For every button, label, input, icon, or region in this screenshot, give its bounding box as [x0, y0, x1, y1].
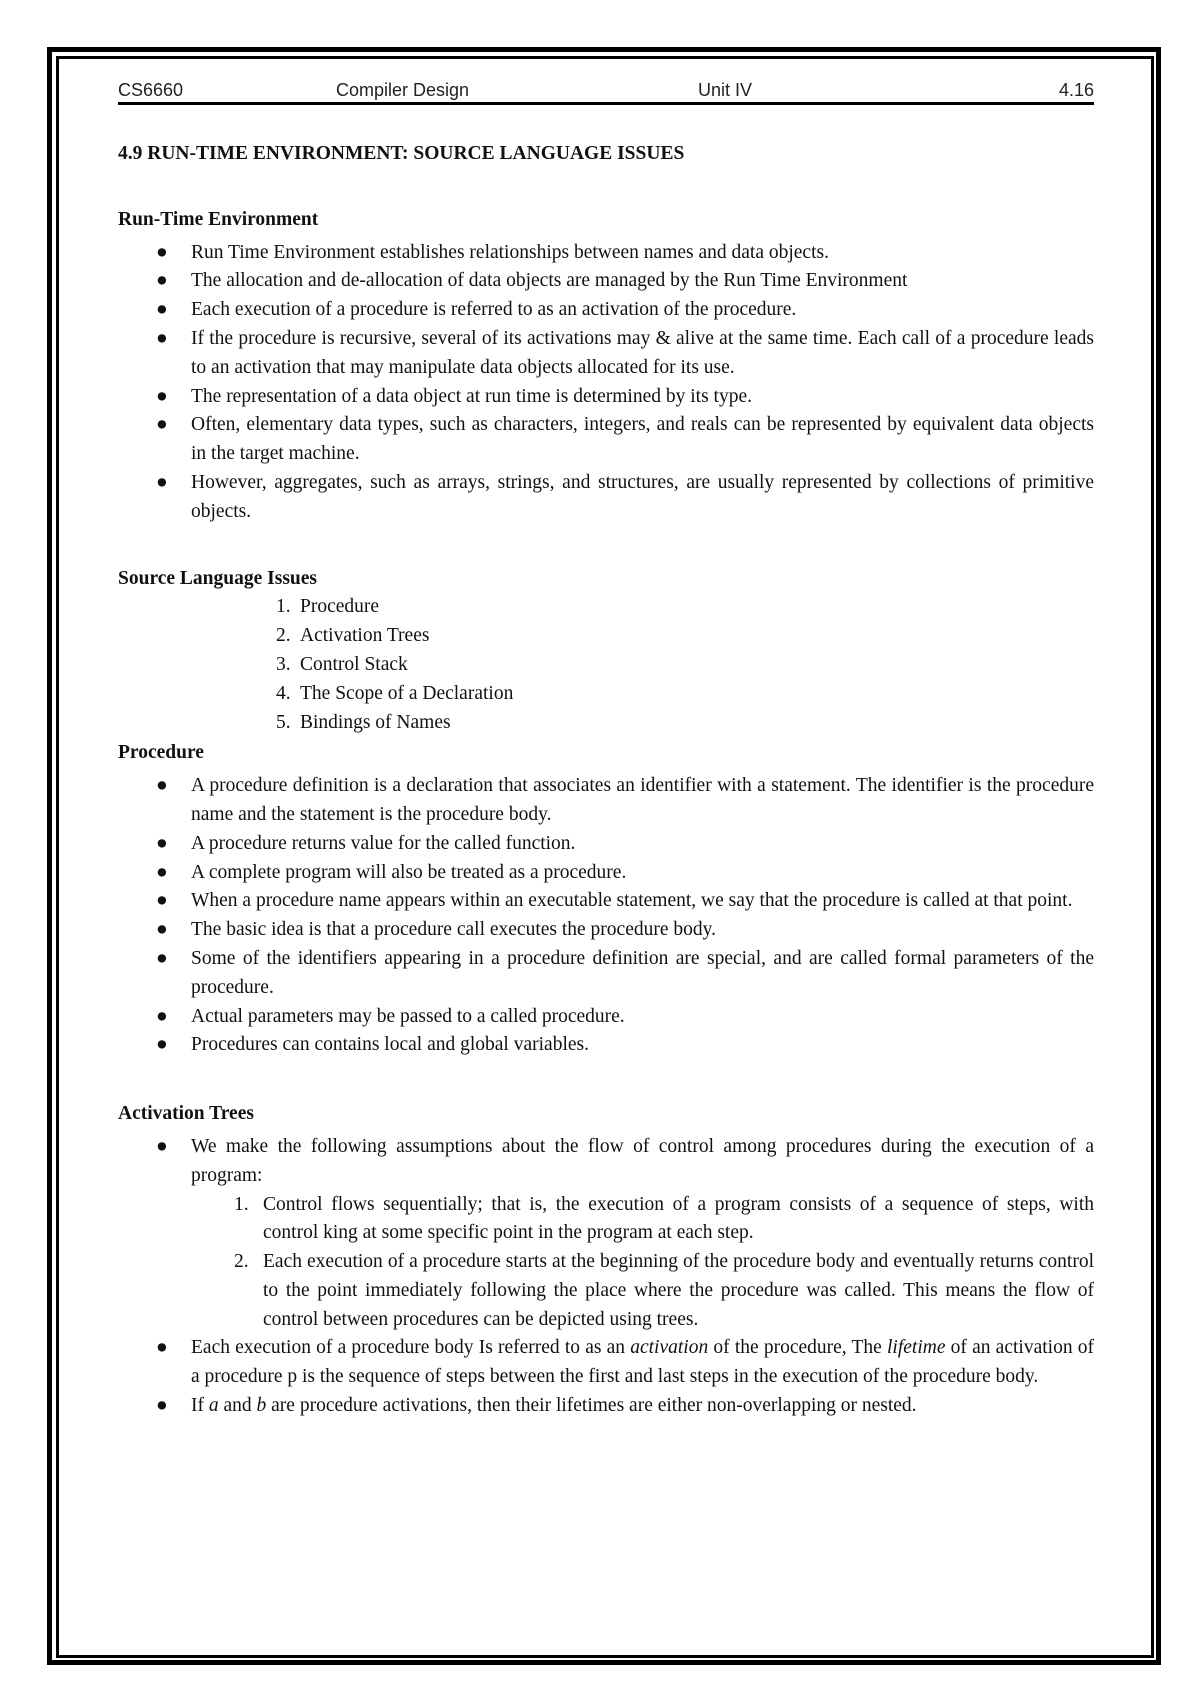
list-item: ● A procedure definition is a declaration that associates an identifier with a statement. The identifier is the procedure name and the statement is the procedure body.: [118, 772, 1094, 830]
activation-heading: Activation Trees: [118, 1103, 254, 1125]
bullet-icon: ●: [156, 1005, 168, 1027]
list-item: ● Often, elementary data types, such as characters, integers, and reals can be represented by equivalent data objects in the target machine.: [118, 411, 1094, 469]
list-item: 5. Bindings of Names: [276, 711, 451, 733]
bullet-icon: ●: [156, 270, 168, 292]
bullet-icon: ●: [156, 947, 168, 969]
bullet-icon: ●: [156, 385, 168, 407]
list-item: ● A procedure returns value for the called function.: [118, 830, 1094, 859]
bullet-icon: ●: [156, 327, 168, 349]
list-item: ● Procedures can contains local and global variables.: [118, 1031, 1094, 1060]
bullet-icon: ●: [156, 919, 168, 941]
list-item: ● Run Time Environment establishes relationships between names and data objects.: [118, 239, 1094, 268]
list-item: ● Some of the identifiers appearing in a procedure definition are special, and are called formal parameters of the procedure.: [118, 945, 1094, 1003]
page-number: 4.16: [1058, 80, 1094, 100]
assumption-list: [118, 1191, 1094, 1335]
course-name: Compiler Design: [336, 80, 470, 100]
sli-list: [118, 593, 1094, 737]
list-item: 4. The Scope of a Declaration: [276, 682, 514, 704]
list-item: 2. Activation Trees: [276, 625, 430, 647]
list-item: 3. Control Stack: [276, 653, 408, 675]
procedure-heading: Procedure: [118, 742, 204, 764]
list-item: 1. Procedure: [276, 596, 380, 618]
list-item: ● Each execution of a procedure body Is referred to as an activation of the procedure, The lifetime of an activation of a procedure p is the sequence of steps between the first and last steps in the execution of the procedure body.: [118, 1334, 1094, 1392]
unit-label: Unit IV: [698, 80, 753, 100]
list-item: ● A complete program will also be treated as a procedure.: [118, 859, 1094, 888]
list-item: ● The allocation and de-allocation of data objects are managed by the Run Time Environment: [118, 267, 1094, 296]
bullet-icon: ●: [156, 299, 168, 321]
document-body: [118, 140, 1094, 1421]
section-title: 4.9 RUN-TIME ENVIRONMENT: SOURCE LANGUAGE ISSUES: [118, 143, 685, 164]
rte-heading: Run-Time Environment: [118, 208, 319, 230]
procedure-bullets: [118, 772, 1094, 1060]
bullet-icon: ●: [156, 1395, 168, 1417]
course-code: CS6660: [118, 80, 184, 100]
list-item: 2. Each execution of a procedure starts at the beginning of the procedure body and eventually returns control to the point immediately following the place where the procedure was called. This means the flow of control between procedures can be depicted using trees.: [234, 1251, 1094, 1330]
activation-bullets: [118, 1133, 1094, 1421]
list-item: 1. Control flows sequentially; that is, the execution of a program consists of a sequence of steps, with control king at some specific point in the program at each step.: [234, 1193, 1094, 1244]
list-item: ● We make the following assumptions about the flow of control among procedures during the execution of a program: 1. Control flows sequentially; that is, the execution of a program consists of a sequence of steps, with control king at some specific point in the program at each step. 2. Each execution of a procedure starts at the beginning of the procedure body and eventually returns control to the point immediately following the place where the procedure was called. This means the flow of control between procedures can be depicted using trees.: [118, 1133, 1094, 1335]
bullet-icon: ●: [156, 832, 168, 854]
list-item: ● The representation of a data object at run time is determined by its type.: [118, 383, 1094, 412]
bullet-icon: ●: [156, 861, 168, 883]
bullet-icon: ●: [156, 241, 168, 263]
list-item: ● If a and b are procedure activations, then their lifetimes are either non-overlapping or nested.: [118, 1392, 1094, 1421]
bullet-icon: ●: [156, 1337, 168, 1359]
bullet-icon: ●: [156, 1034, 168, 1056]
page-header: [118, 78, 1094, 105]
bullet-icon: ●: [156, 471, 168, 493]
sli-heading: Source Language Issues: [118, 567, 318, 589]
list-item: ● Actual parameters may be passed to a called procedure.: [118, 1003, 1094, 1032]
bullet-icon: ●: [156, 890, 168, 912]
bullet-icon: ●: [156, 414, 168, 436]
bullet-icon: ●: [156, 775, 168, 797]
rte-bullets: [118, 239, 1094, 527]
list-item: ● The basic idea is that a procedure call executes the procedure body.: [118, 916, 1094, 945]
list-item: ● When a procedure name appears within an executable statement, we say that the procedure is called at that point.: [118, 887, 1094, 916]
bullet-icon: ●: [156, 1135, 168, 1157]
list-item: ● If the procedure is recursive, several of its activations may & alive at the same time. Each call of a procedure leads to an activation that may manipulate data objects allocated for its use.: [118, 325, 1094, 383]
list-item: ● However, aggregates, such as arrays, strings, and structures, are usually represented by collections of primitive objects.: [118, 469, 1094, 527]
list-item: ● Each execution of a procedure is referred to as an activation of the procedure.: [118, 296, 1094, 325]
